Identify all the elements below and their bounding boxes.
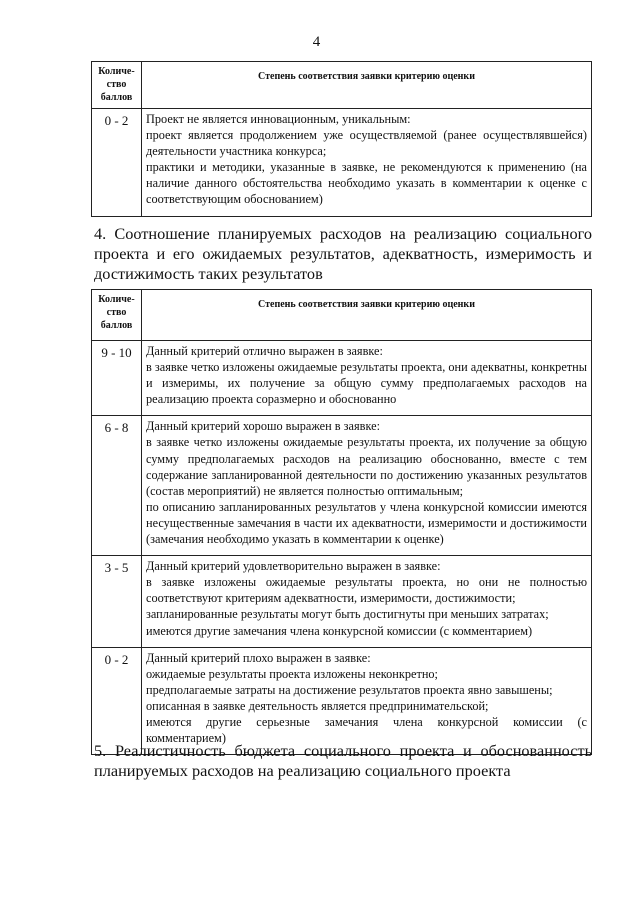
table-row	[92, 556, 592, 647]
description-line: практики и методики, указанные в заявке, не рекомендуются к применению (на наличие данного обстоятельства необходимо указать в комментарии к оценке с соответствующим обоснованием)	[146, 160, 587, 207]
score-cell: 3 - 5	[92, 556, 142, 647]
table-row	[92, 416, 592, 556]
description-line: имеются другие серьезные замечания члена конкурсной комиссии (с комментарием)	[146, 714, 587, 746]
description-cell	[142, 647, 592, 755]
description-line: запланированные результаты могут быть достигнуты при меньших затратах;	[146, 607, 549, 622]
description-line: ожидаемые результаты проекта изложены неконкретно;	[146, 666, 438, 681]
score-cell: 0 - 2	[92, 647, 142, 755]
description-line: в заявке четко изложены ожидаемые результаты проекта, они адекватны, конкретны и измеримы, их получение за общую сумму предполагаемых расходов на реализацию проекта соразмерно и обоснованно	[146, 360, 587, 407]
score-column-header: Количе- ство баллов	[92, 290, 142, 341]
page-number: 4	[312, 34, 321, 50]
description-line: Данный критерий хорошо выражен в заявке:	[146, 419, 380, 434]
table-row	[92, 647, 592, 755]
description-line: в заявке изложены ожидаемые результаты проекта, но они не полностью соответствуют критериям адекватности, измеримости, достижимости;	[146, 575, 587, 606]
description-line: описанная в заявке деятельность является предпринимательской;	[146, 698, 489, 713]
description-cell	[142, 109, 592, 217]
description-cell	[142, 416, 592, 556]
description-line: по описанию запланированных результатов у члена конкурсной комиссии имеются несущественные замечания в части их адекватности, измеримости и достижимости (замечания необходимо указать в комментарии к оценке)	[146, 499, 587, 547]
table-row	[92, 341, 592, 416]
section-4-heading: 4. Соотношение планируемых расходов на реализацию социального проекта и его ожидаемых результатов, адекватность, измеримость и достижимость таких результатов	[94, 224, 592, 283]
table-header-row	[92, 290, 592, 341]
description-line: Данный критерий удовлетворительно выражен в заявке:	[146, 559, 441, 574]
description-line: в заявке четко изложены ожидаемые результаты проекта, их получение за общую сумму предполагаемых расходов на реализацию обоснованно, вместе с тем содержание запланированной деятельности по достижению указанных результатов (состав мероприятий) не является полностью оптимальным;	[146, 435, 587, 498]
criterion-column-header: Степень соответствия заявки критерию оценки	[142, 62, 592, 109]
score-cell: 6 - 8	[92, 416, 142, 556]
description-line: Данный критерий отлично выражен в заявке:	[146, 344, 383, 358]
description-cell	[142, 341, 592, 416]
description-line: проект является продолжением уже осуществляемой (ранее осуществлявшейся) деятельности участника конкурса;	[146, 128, 587, 159]
table-row	[92, 109, 592, 217]
criteria-table-innovation	[91, 61, 592, 217]
score-cell: 9 - 10	[92, 341, 142, 416]
table-header-row	[92, 62, 592, 109]
description-line: Данный критерий плохо выражен в заявке:	[146, 650, 371, 665]
score-cell: 0 - 2	[92, 109, 142, 217]
description-line: имеются другие замечания члена конкурсной комиссии (с комментарием)	[146, 623, 533, 638]
section-5-heading: 5. Реалистичность бюджета социального проекта и обоснованность планируемых расходов на реализацию социального проекта	[94, 741, 592, 780]
criteria-table-results	[91, 289, 592, 755]
description-cell	[142, 556, 592, 647]
description-line: Проект не является инновационным, уникальным:	[146, 112, 411, 126]
description-line: предполагаемые затраты на достижение результатов проекта явно завышены;	[146, 682, 553, 697]
score-column-header: Количе- ство баллов	[92, 62, 142, 109]
criterion-column-header: Степень соответствия заявки критерию оценки	[142, 290, 592, 341]
